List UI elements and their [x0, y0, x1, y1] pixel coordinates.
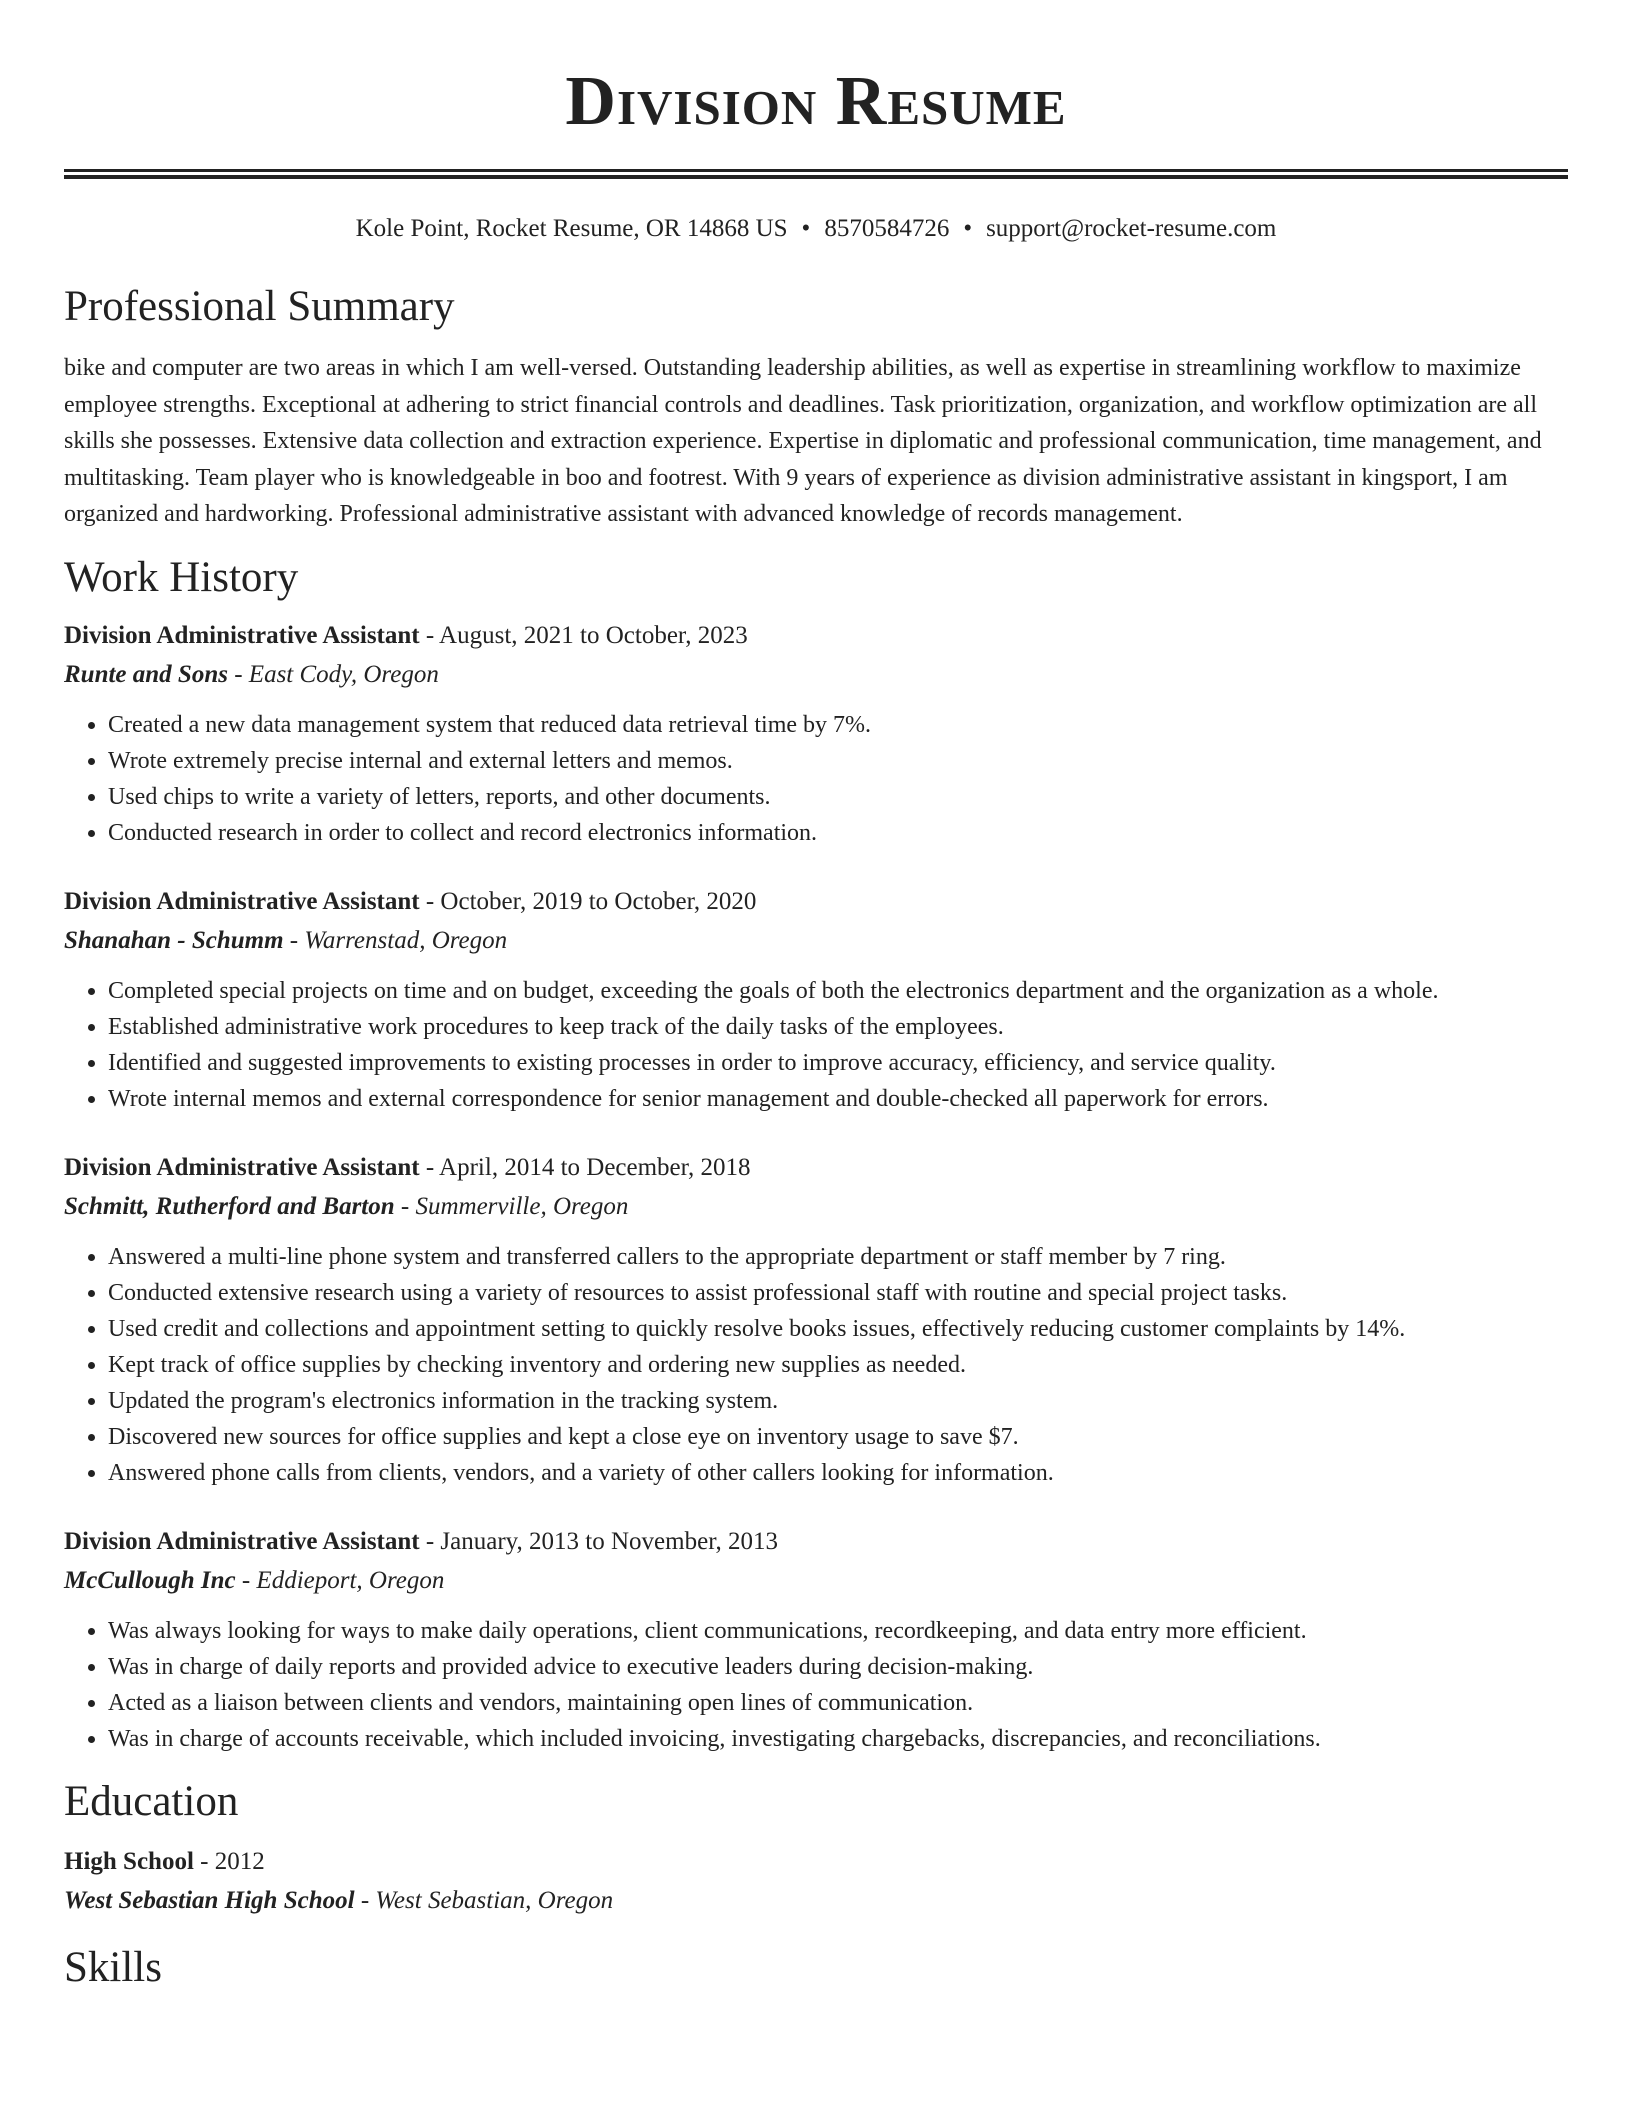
degree-name: High School — [64, 1847, 194, 1875]
job-title-line — [64, 883, 1568, 921]
job-bullet: • Wrote extremely precise internal and external letters and memos. — [108, 743, 1568, 779]
resume-title: Division Resume — [565, 63, 1067, 140]
job-bullet: • Conducted research in order to collect and record electronics information. — [108, 815, 1568, 851]
job-bullet: • Completed special projects on time and on budget, exceeding the goals of both the electronics department and the organization as a whole. — [108, 973, 1568, 1009]
school-line — [64, 1881, 1568, 1921]
job-title: Division Administrative Assistant — [64, 1527, 420, 1555]
employer-location: - East Cody, Oregon — [227, 660, 439, 688]
degree-line — [64, 1843, 1568, 1881]
job-title: Division Administrative Assistant — [64, 887, 420, 915]
job-entry — [64, 1149, 1568, 1491]
job-entry — [64, 617, 1568, 851]
job-bullet: • Used credit and collections and appointment setting to quickly resolve books issues, effectively reducing customer complaints by 14%. — [108, 1311, 1568, 1347]
school-location: - West Sebastian, Oregon — [354, 1886, 614, 1914]
job-bullets — [64, 1239, 1568, 1491]
job-dates: - January, 2013 to November, 2013 — [419, 1527, 779, 1555]
employer-location: - Eddieport, Oregon — [235, 1566, 445, 1594]
education-entry — [64, 1843, 1568, 1921]
contact-address: Kole Point, Rocket Resume, OR 14868 US — [355, 215, 788, 242]
school-name: West Sebastian High School — [64, 1886, 355, 1914]
skills-heading: Skills — [64, 1943, 162, 1991]
job-bullet: • Was in charge of accounts receivable, which included invoicing, investigating chargebacks, discrepancies, and reconciliations. — [108, 1721, 1568, 1757]
employer-name: Shanahan - Schumm — [64, 926, 284, 954]
employer-location: - Summerville, Oregon — [394, 1192, 629, 1220]
job-bullets — [64, 1613, 1568, 1757]
job-bullet: • Established administrative work procedures to keep track of the daily tasks of the employees. — [108, 1009, 1568, 1045]
job-bullet: • Was in charge of daily reports and provided advice to executive leaders during decision-making. — [108, 1649, 1568, 1685]
job-bullets — [64, 707, 1568, 851]
work-history-heading: Work History — [64, 553, 299, 601]
degree-year: - 2012 — [193, 1847, 265, 1875]
contact-line — [64, 213, 1568, 245]
job-title-line — [64, 617, 1568, 655]
job-bullet: • Kept track of office supplies by checking inventory and ordering new supplies as needed. — [108, 1347, 1568, 1383]
title-divider — [64, 169, 1568, 179]
job-bullet: • Answered phone calls from clients, vendors, and a variety of other callers looking for information. — [108, 1455, 1568, 1491]
employer-location: - Warrenstad, Oregon — [283, 926, 508, 954]
job-bullet: • Conducted extensive research using a variety of resources to assist professional staff with routine and special project tasks. — [108, 1275, 1568, 1311]
job-bullet: • Acted as a liaison between clients and vendors, maintaining open lines of communication. — [108, 1685, 1568, 1721]
job-bullet: • Discovered new sources for office supplies and kept a close eye on inventory usage to save $7. — [108, 1419, 1568, 1455]
job-dates: - April, 2014 to December, 2018 — [419, 1153, 751, 1181]
contact-separator: • — [963, 215, 973, 242]
job-title-line — [64, 1149, 1568, 1187]
employer-line — [64, 1561, 1568, 1601]
job-bullet: • Wrote internal memos and external correspondence for senior management and double-checked all paperwork for errors. — [108, 1081, 1568, 1117]
job-title: Division Administrative Assistant — [64, 621, 420, 649]
contact-separator: • — [801, 215, 811, 242]
job-bullet: • Answered a multi-line phone system and transferred callers to the appropriate department or staff member by 7 ring. — [108, 1239, 1568, 1275]
contact-email: support@rocket-resume.com — [986, 215, 1277, 242]
job-bullet: • Used chips to write a variety of letters, reports, and other documents. — [108, 779, 1568, 815]
job-dates: - August, 2021 to October, 2023 — [419, 621, 748, 649]
summary-text: bike and computer are two areas in which I am well-versed. Outstanding leadership abilities, as well as expertise in streamlining workflow to maximize employee strengths. Exceptional at adhering to strict financial controls and deadlines. Task prioritization, organization, and workflow optimization are all skills she possesses. Extensive data collection and extraction experience. Expertise in diplomatic and professional communication, time management, and multitasking. Team player who is knowledgeable in boo and footrest. With 9 years of experience as division administrative assistant in kingsport, I am organized and hardworking. Professional administrative assistant with advanced knowledge of records management. — [64, 355, 1542, 527]
job-title: Division Administrative Assistant — [64, 1153, 420, 1181]
job-bullet: • Identified and suggested improvements to existing processes in order to improve accuracy, efficiency, and service quality. — [108, 1045, 1568, 1081]
job-bullet: • Updated the program's electronics information in the tracking system. — [108, 1383, 1568, 1419]
employer-line — [64, 655, 1568, 695]
job-entry — [64, 1523, 1568, 1757]
employer-line — [64, 921, 1568, 961]
employer-name: McCullough Inc — [64, 1566, 236, 1594]
job-title-line — [64, 1523, 1568, 1561]
job-entry — [64, 883, 1568, 1117]
job-dates: - October, 2019 to October, 2020 — [419, 887, 757, 915]
employer-line — [64, 1187, 1568, 1227]
job-bullets — [64, 973, 1568, 1117]
summary-heading: Professional Summary — [64, 283, 455, 330]
education-heading: Education — [64, 1777, 239, 1825]
contact-phone: 8570584726 — [824, 215, 950, 242]
employer-name: Runte and Sons — [64, 660, 228, 688]
employer-name: Schmitt, Rutherford and Barton — [64, 1192, 395, 1220]
job-bullet: • Was always looking for ways to make daily operations, client communications, recordkeeping, and data entry more efficient. — [108, 1613, 1568, 1649]
job-bullet: • Created a new data management system that reduced data retrieval time by 7%. — [108, 707, 1568, 743]
